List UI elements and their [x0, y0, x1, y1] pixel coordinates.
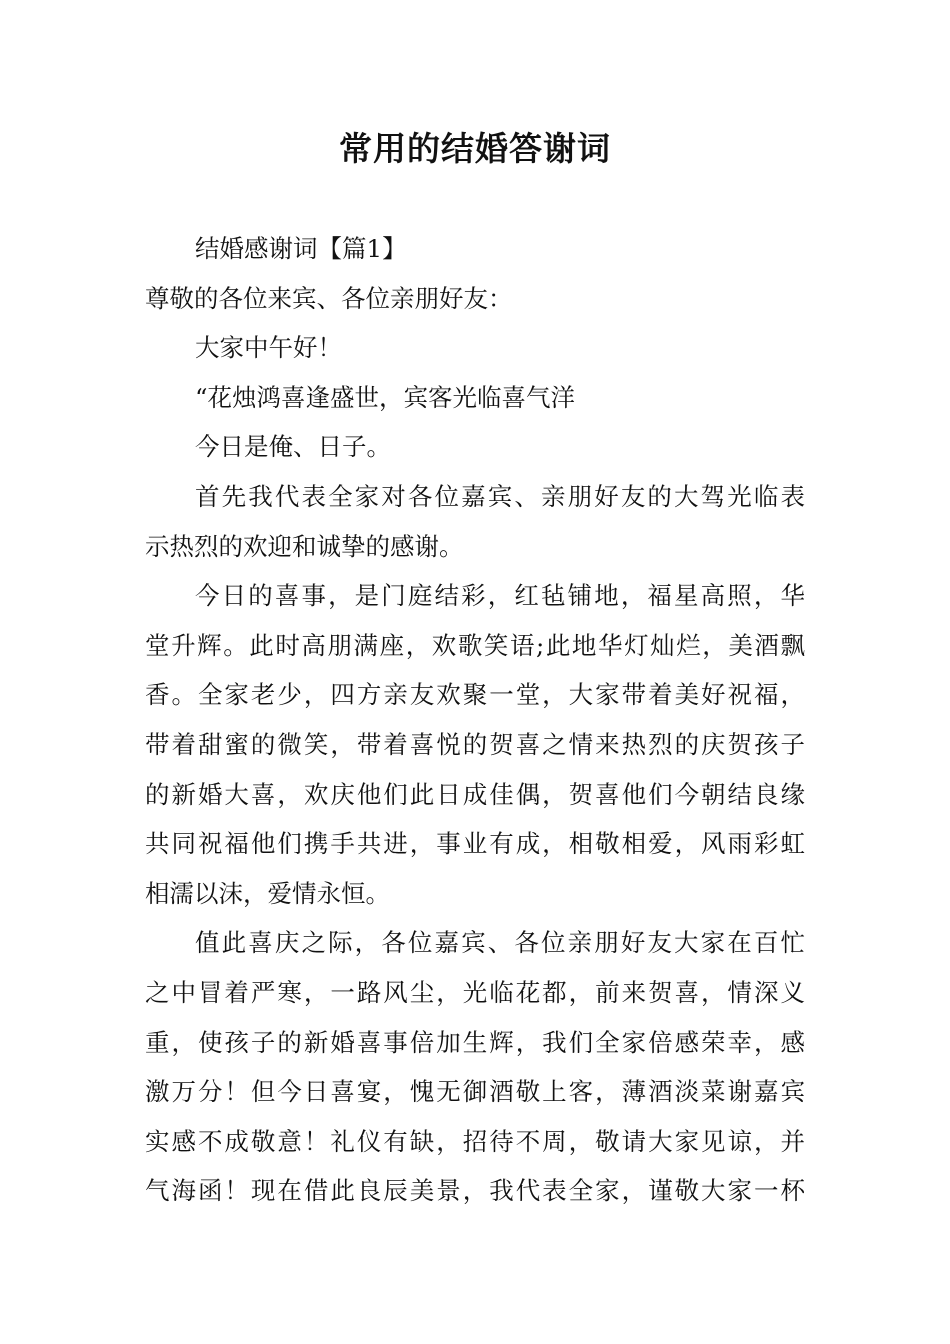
text-line: 之中冒着严寒，一路风尘，光临花都，前来贺喜，情深义	[145, 977, 805, 1007]
text-line: 尊敬的各位来宾、各位亲朋好友：	[145, 283, 513, 313]
body-text	[145, 224, 805, 1216]
text-line: 共同祝福他们携手共进，事业有成，相敬相爱，风雨彩虹	[145, 829, 805, 859]
text-line: 大家中午好！	[195, 333, 342, 363]
text-line: 今日的喜事，是门庭结彩，红毡铺地，福星高照，华	[195, 581, 805, 611]
text-line: 气海函！现在借此良辰美景，我代表全家，谨敬大家一杯	[145, 1176, 805, 1206]
text-line: 重，使孩子的新婚喜事倍加生辉，我们全家倍感荣幸，感	[145, 1027, 805, 1057]
text-line: 结婚感谢词【篇1】	[195, 234, 407, 263]
text-line: 堂升辉。此时高朋满座，欢歌笑语;此地华灯灿烂，美酒飘	[145, 630, 805, 660]
text-line: 首先我代表全家对各位嘉宾、亲朋好友的大驾光临表	[195, 481, 805, 511]
text-line: 示热烈的欢迎和诚挚的感谢。	[145, 531, 464, 561]
text-line: 激万分！但今日喜宴，愧无御酒敬上客，薄酒淡菜谢嘉宾	[145, 1077, 805, 1107]
text-line: 的新婚大喜，欢庆他们此日成佳偶，贺喜他们今朝结良缘	[145, 779, 805, 809]
text-line: “花烛鸿喜逢盛世，宾客光临喜气洋	[195, 382, 576, 412]
text-line: 香。全家老少，四方亲友欢聚一堂，大家带着美好祝福，	[145, 680, 805, 710]
text-line: 相濡以沫，爱情永恒。	[145, 878, 390, 908]
text-line: 值此喜庆之际，各位嘉宾、各位亲朋好友大家在百忙	[195, 928, 805, 958]
page-title: 常用的结婚答谢词	[339, 129, 611, 168]
text-line: 实感不成敬意！礼仪有缺，招待不周，敬请大家见谅，并	[145, 1126, 805, 1156]
text-line: 带着甜蜜的微笑，带着喜悦的贺喜之情来热烈的庆贺孩子	[145, 729, 805, 759]
text-line: 今日是俺、日子。	[195, 432, 391, 462]
